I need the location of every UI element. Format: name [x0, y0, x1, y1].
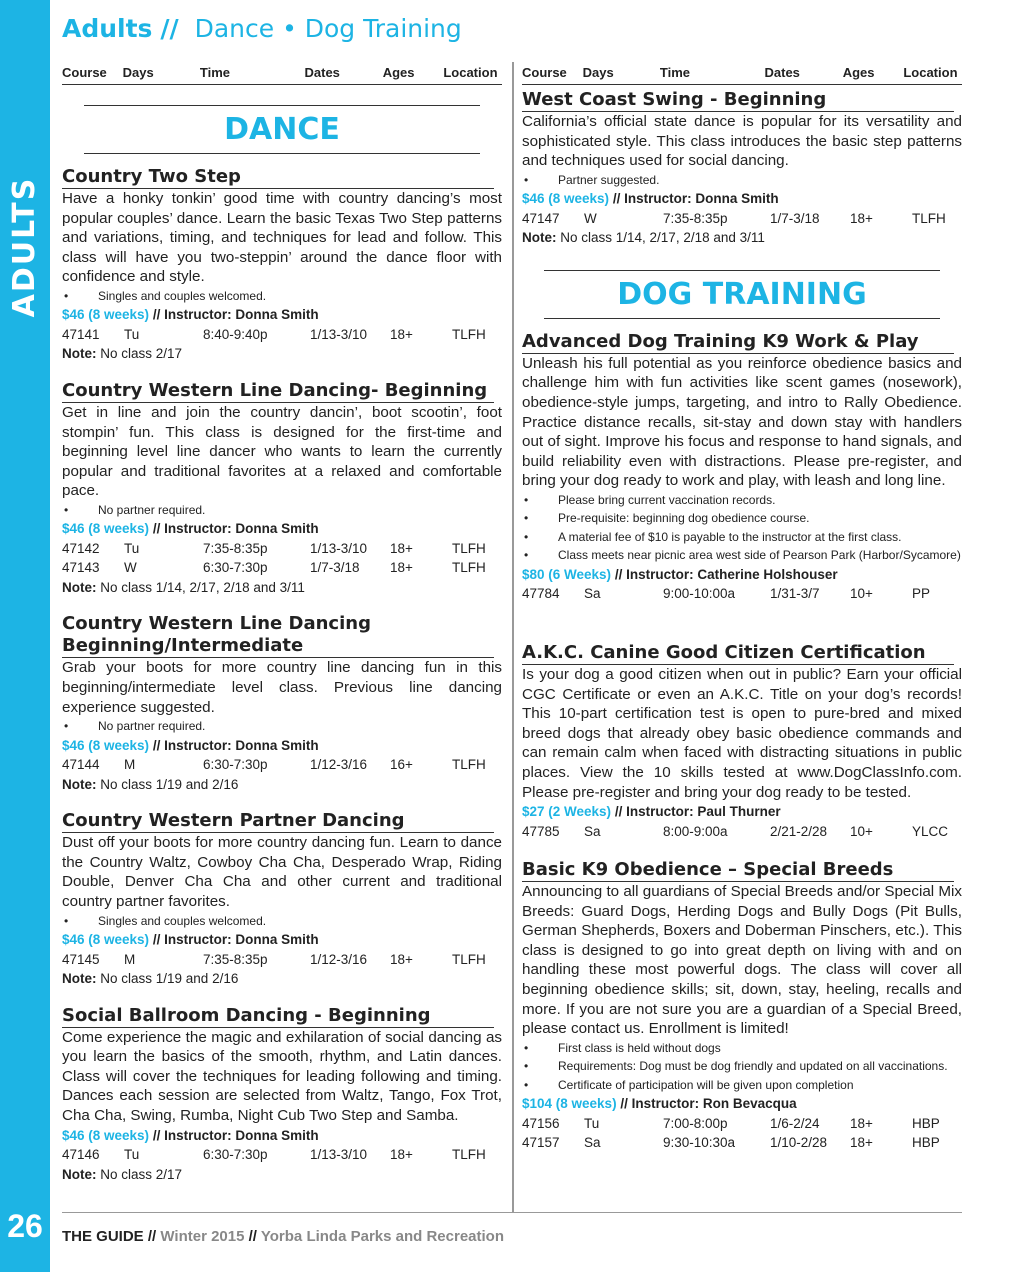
schedule-cell: 1/7-3/18 [770, 210, 820, 226]
course-instructor: // Instructor: Donna Smith [152, 1127, 319, 1143]
schedule-cell: 18+ [850, 1135, 873, 1151]
schedule-cell: 2/21-2/28 [770, 823, 828, 839]
course-price: $46 (8 weeks) [62, 737, 150, 753]
schedule-cell: 6:30-7:30p [203, 757, 268, 773]
course-price: $46 (8 weeks) [62, 932, 150, 948]
course-block [62, 810, 502, 988]
course-price-line [62, 1126, 502, 1146]
course-description: Dust off your boots for more country dancing fun. Learn to dance the Country Waltz, Cowboy Cha Cha, Desperado Wrap, Riding Double, Denver Cha Cha and other current and traditional country partner favorites. [62, 834, 502, 910]
section-title-dance: DANCE [84, 105, 480, 154]
schedule-cell: 47157 [522, 1135, 560, 1151]
note-label: Note: [62, 579, 101, 595]
course-price-line [522, 1094, 962, 1114]
schedule-cell: 47145 [62, 951, 100, 967]
course-description: Announcing to all guardians of Special Breeds and/or Special Mix Breeds: Guard Dogs, Herding Dogs and Bully Dogs (Pit Bulls, German Shepherds, Boxers and Doberman Pinschers, etc.). This class is designed to go into great depth on living with and on handling these most powerful dogs. The class will cover all beginning obedience skills; sit, down, stay, heeling, recalls and more. If you are not sure you are a guardian of a Special Breed, please contact us. Enrollment is limited! [522, 883, 962, 1038]
course-title: Advanced Dog Training K9 Work & Play [522, 331, 954, 354]
note-text: No class 2/17 [100, 1166, 183, 1182]
note-label: Note: [522, 230, 561, 246]
note-label: Note: [62, 1166, 101, 1182]
schedule-cell: 47143 [62, 560, 100, 576]
schedule-cell: 8:00-9:00a [663, 823, 728, 839]
column-header-location: Location [443, 65, 498, 80]
course-instructor: // Instructor: Paul Thurner [614, 804, 781, 820]
schedule-cell: HBP [912, 1115, 940, 1131]
schedule-cell: 47147 [522, 210, 560, 226]
schedule-cell: 1/13-3/10 [310, 326, 368, 342]
course-block [62, 166, 502, 364]
course-price-line [62, 305, 502, 325]
schedule-cell: Sa [584, 823, 601, 839]
course-price: $46 (8 weeks) [62, 521, 150, 537]
note-label: Note: [62, 971, 101, 987]
footer-sep-2: // [248, 1228, 257, 1245]
footer-org: Yorba Linda Parks and Recreation [260, 1228, 505, 1245]
schedule-cell: TLFH [912, 210, 946, 226]
schedule-cell: 1/10-2/28 [770, 1135, 828, 1151]
schedule-cell: 18+ [850, 1115, 873, 1131]
course-price-line [522, 565, 962, 585]
course-price: $46 (8 weeks) [62, 1127, 150, 1143]
schedule-cell: 1/7-3/18 [310, 560, 360, 576]
course-instructor: // Instructor: Donna Smith [152, 737, 319, 753]
course-price-line [62, 519, 502, 539]
note-text: No class 1/14, 2/17, 2/18 and 3/11 [100, 579, 305, 595]
course-block [522, 89, 962, 248]
sidebar-label: ADULTS [7, 176, 42, 318]
course-note [522, 228, 962, 248]
schedule-cell: Sa [584, 1135, 601, 1151]
course-description: Have a honky tonkin’ good time with country dancing’s most popular couples’ dance. Learn the basic Texas Two Step patterns and variations, timing, and techniques for lead and follow. This class will have you two-steppin’ around the dance floor with confidence and style. [62, 190, 502, 286]
schedule-cell: 10+ [850, 586, 873, 602]
course-block [62, 613, 502, 794]
schedule-cell: M [124, 757, 136, 773]
course-description: Grab your boots for more country line dancing fun in this beginning/intermediate level class. Previous line dancing experience suggested. [62, 659, 502, 716]
schedule-row [522, 1114, 962, 1134]
schedule-cell: 47785 [522, 823, 560, 839]
schedule-cell: 10+ [850, 823, 873, 839]
course-price: $46 (8 weeks) [522, 191, 610, 207]
course-note [62, 578, 502, 598]
course-title: Social Ballroom Dancing - Beginning [62, 1005, 494, 1028]
course-bullet: • Certificate of participation will be given upon completion [522, 1076, 962, 1095]
schedule-cell: 47156 [522, 1115, 560, 1131]
course-instructor: // Instructor: Catherine Holshouser [614, 566, 838, 582]
schedule-row [62, 539, 502, 559]
column-header-ages: Ages [842, 65, 875, 80]
schedule-cell: TLFH [452, 1147, 486, 1163]
schedule-cell: 47144 [62, 757, 100, 773]
column-header-dates: Dates [304, 65, 340, 80]
note-text: No class 1/19 and 2/16 [100, 776, 239, 792]
schedule-row [62, 558, 502, 578]
course-block [522, 331, 962, 604]
course-block [62, 1005, 502, 1184]
header-category: Adults [62, 14, 153, 43]
schedule-cell: 7:35-8:35p [203, 951, 268, 967]
schedule-cell: TLFH [452, 560, 486, 576]
course-block [62, 380, 502, 597]
schedule-cell: TLFH [452, 326, 486, 342]
schedule-cell: TLFH [452, 540, 486, 556]
course-note [62, 775, 502, 795]
course-title: Country Western Line Dancing Beginning/Intermediate [62, 613, 494, 658]
schedule-cell: 9:00-10:00a [663, 586, 736, 602]
schedule-row [522, 584, 962, 604]
course-instructor: // Instructor: Donna Smith [612, 191, 779, 207]
schedule-cell: 47141 [62, 326, 100, 342]
schedule-cell: 8:40-9:40p [203, 326, 268, 342]
course-bullet: • Singles and couples welcomed. [62, 287, 502, 306]
schedule-cell: TLFH [452, 757, 486, 773]
course-description: Get in line and join the country dancin’, boot scootin’, foot stompin’ fun. This class is designed for the first-time and beginning level line dancer who wants to learn the currently popular and traditional favorites at a relaxed and comfortable pace. [62, 403, 502, 500]
column-divider [512, 62, 514, 1212]
left-column [62, 62, 502, 1184]
course-title: A.K.C. Canine Good Citizen Certification [522, 642, 954, 665]
schedule-cell: 16+ [390, 757, 413, 773]
schedule-cell: 18+ [850, 210, 873, 226]
schedule-row [62, 1145, 502, 1165]
course-bullet: • A material fee of $10 is payable to the instructor at the first class. [522, 528, 962, 547]
schedule-cell: YLCC [912, 823, 949, 839]
course-description: California’s official state dance is popular for its versatility and sophisticated style. This class introduces the basic step patterns and techniques used for social dancing. [522, 113, 962, 170]
course-bullet: • Class meets near picnic area west side of Pearson Park (Harbor/Sycamore) [522, 546, 962, 565]
schedule-row [62, 755, 502, 775]
header-separator: // [160, 14, 179, 43]
course-description: Is your dog a good citizen when out in public? Earn your official CGC Certificate or even an A.K.C. Title on your dog’s records! This 10-part certification test is open to pure-bred and mixed breed dogs that already obey basic obedience commands and can remain calm when faced with distracting situations in public places. View the 10 skills tested at www.DogClassInfo.com. Please pre-register and bring your dog ready to be tested. [522, 665, 962, 801]
column-header-dates: Dates [764, 65, 800, 80]
schedule-cell: 18+ [390, 540, 413, 556]
course-price: $27 (2 Weeks) [522, 804, 612, 820]
course-bullet: • Singles and couples welcomed. [62, 912, 502, 931]
schedule-cell: Tu [124, 326, 140, 342]
schedule-cell: 18+ [390, 951, 413, 967]
schedule-cell: 6:30-7:30p [203, 560, 268, 576]
schedule-cell: 9:30-10:30a [663, 1135, 736, 1151]
note-text: No class 1/14, 2/17, 2/18 and 3/11 [560, 230, 765, 246]
schedule-cell: 18+ [390, 326, 413, 342]
column-header-location: Location [903, 65, 958, 80]
column-header [62, 62, 502, 85]
footer-season: Winter 2015 [160, 1228, 245, 1245]
schedule-cell: 47142 [62, 540, 100, 556]
schedule-cell: 47146 [62, 1147, 100, 1163]
course-price: $80 (6 Weeks) [522, 566, 612, 582]
footer [62, 1228, 504, 1245]
column-header-ages: Ages [382, 65, 415, 80]
schedule-cell: PP [912, 586, 931, 602]
schedule-cell: 6:30-7:30p [203, 1147, 268, 1163]
schedule-cell: W [584, 210, 597, 226]
schedule-cell: 1/13-3/10 [310, 1147, 368, 1163]
course-note [62, 1165, 502, 1185]
header-topic: Dance • Dog Training [194, 14, 462, 43]
schedule-cell: Tu [584, 1115, 600, 1131]
schedule-cell: TLFH [452, 951, 486, 967]
course-block [522, 642, 962, 841]
schedule-row [522, 209, 962, 229]
note-text: No class 1/19 and 2/16 [100, 971, 239, 987]
column-header-time: Time [199, 65, 230, 80]
schedule-cell: Tu [124, 540, 140, 556]
schedule-row [522, 822, 962, 842]
course-title: Basic K9 Obedience – Special Breeds [522, 859, 954, 882]
schedule-cell: 7:35-8:35p [203, 540, 268, 556]
schedule-cell: 47784 [522, 586, 560, 602]
course-instructor: // Instructor: Donna Smith [152, 932, 319, 948]
column-header-course: Course [522, 65, 567, 80]
course-price-line [522, 189, 962, 209]
column-header-course: Course [62, 65, 107, 80]
schedule-row [522, 1133, 962, 1153]
course-instructor: // Instructor: Ron Bevacqua [620, 1096, 797, 1112]
course-bullet: • Please bring current vaccination records. [522, 491, 962, 510]
course-note [62, 969, 502, 989]
note-label: Note: [62, 776, 101, 792]
schedule-cell: 1/12-3/16 [310, 951, 368, 967]
course-title: Country Western Line Dancing- Beginning [62, 380, 494, 403]
course-note [62, 344, 502, 364]
course-description: Come experience the magic and exhilaration of social dancing as you learn the basics of the smooth, rhythm, and Latin dances. Class will cover the techniques for leading following and timing. Dances each session are selected from Waltz, Tango, Fox Trot, Cha Cha, Swing, Rumba, Night Cub Two Step and Samba. [62, 1028, 502, 1124]
course-bullet: • Requirements: Dog must be dog friendly and updated on all vaccinations. [522, 1057, 962, 1076]
schedule-cell: 1/31-3/7 [770, 586, 820, 602]
right-column [522, 62, 962, 1153]
column-header-time: Time [659, 65, 690, 80]
schedule-cell: Sa [584, 586, 601, 602]
course-bullet: • Pre-requisite: beginning dog obedience course. [522, 509, 962, 528]
course-description: Unleash his full potential as you reinforce obedience basics and challenge him with fun activities like scent games (nosework), obedience-style jumps, targeting, and intro to Rally Obedience. Practice distance recalls, sit-stay and down stay with handlers out of sight. Improve his focus and response to hand signals, and build reliability even with distractions. Please pre-register, and bring your dog ready to work and play, with leash and long line. [522, 354, 962, 490]
schedule-cell: Tu [124, 1147, 140, 1163]
column-header [522, 62, 962, 85]
page-number: 26 [7, 1208, 43, 1244]
footer-guide: THE GUIDE [62, 1228, 144, 1245]
course-price: $104 (8 weeks) [522, 1096, 617, 1112]
schedule-cell: 1/13-3/10 [310, 540, 368, 556]
schedule-cell: 18+ [390, 1147, 413, 1163]
schedule-cell: 7:00-8:00p [663, 1115, 728, 1131]
course-bullet: • No partner required. [62, 717, 502, 736]
course-bullet: • No partner required. [62, 501, 502, 520]
course-title: Country Two Step [62, 166, 494, 189]
column-header-days: Days [122, 65, 154, 80]
sidebar [0, 0, 50, 1272]
schedule-row [62, 325, 502, 345]
schedule-cell: HBP [912, 1135, 940, 1151]
schedule-row [62, 950, 502, 970]
course-block [522, 859, 962, 1153]
course-title: West Coast Swing - Beginning [522, 89, 954, 112]
footer-rule [62, 1212, 962, 1213]
schedule-cell: W [124, 560, 137, 576]
course-instructor: // Instructor: Donna Smith [152, 307, 319, 323]
course-title: Country Western Partner Dancing [62, 810, 494, 833]
footer-sep-1: // [147, 1228, 157, 1245]
schedule-cell: 7:35-8:35p [663, 210, 728, 226]
course-bullet: • First class is held without dogs [522, 1039, 962, 1058]
note-text: No class 2/17 [100, 346, 183, 362]
column-header-days: Days [582, 65, 614, 80]
schedule-cell: 18+ [390, 560, 413, 576]
schedule-cell: 1/12-3/16 [310, 757, 368, 773]
page-header [62, 14, 462, 43]
course-price-line [62, 736, 502, 756]
section-title-dog-training: DOG TRAINING [544, 270, 940, 319]
course-price-line [522, 802, 962, 822]
note-label: Note: [62, 346, 101, 362]
course-bullet: • Partner suggested. [522, 171, 962, 190]
course-price-line [62, 930, 502, 950]
course-price: $46 (8 weeks) [62, 307, 150, 323]
course-instructor: // Instructor: Donna Smith [152, 521, 319, 537]
schedule-cell: 1/6-2/24 [770, 1115, 820, 1131]
schedule-cell: M [124, 951, 136, 967]
